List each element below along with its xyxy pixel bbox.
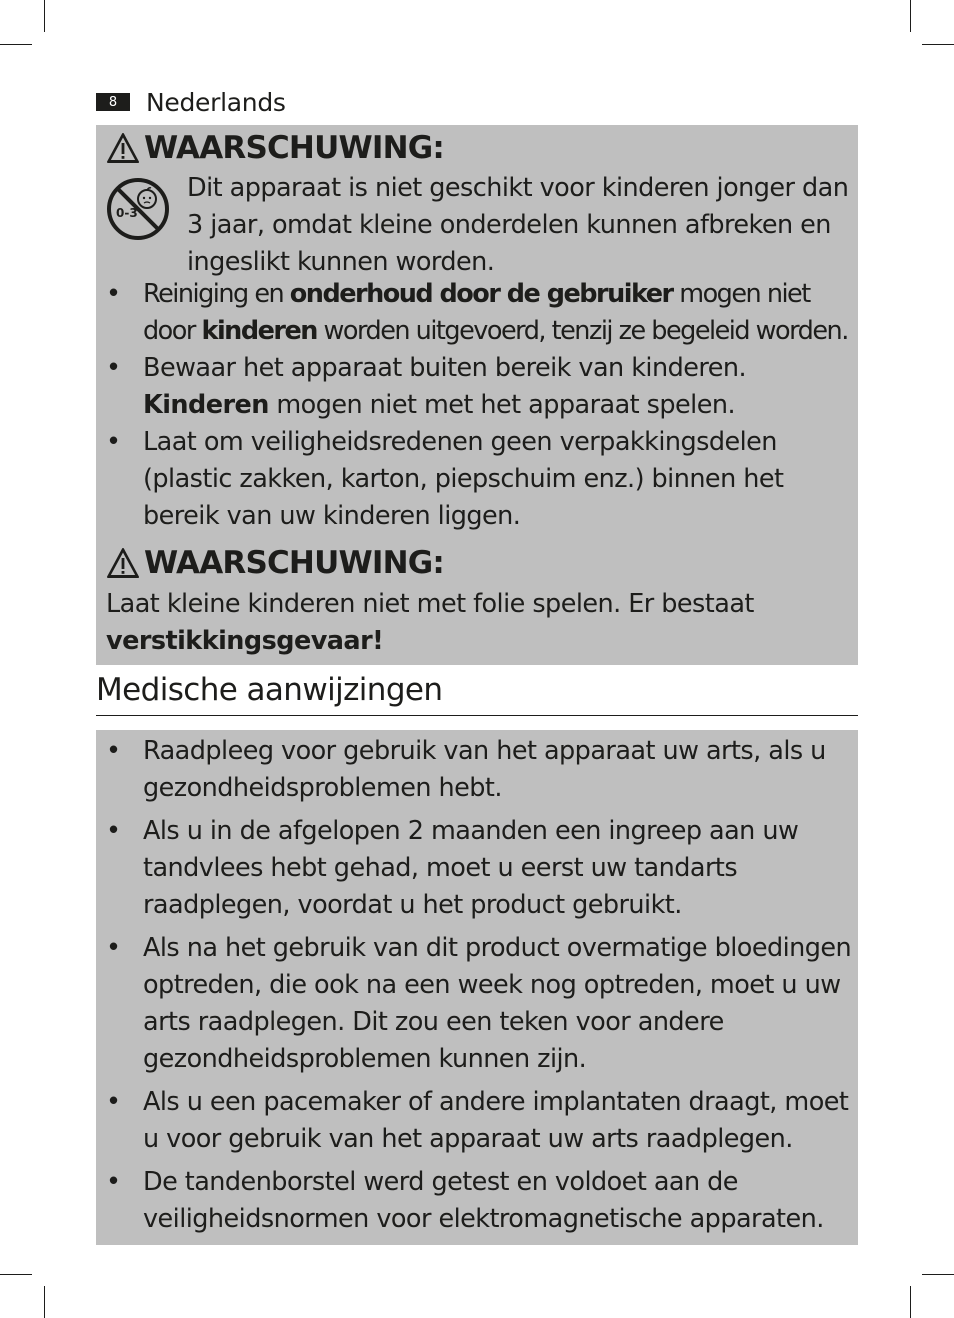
bullet: •	[106, 1167, 121, 1197]
bold-text: verstikkingsgevaar!	[106, 626, 384, 656]
text-span: mogen niet door	[143, 279, 810, 346]
text-span: Reiniging en	[143, 279, 290, 309]
bullet: •	[106, 736, 121, 766]
bullet: •	[106, 1087, 121, 1117]
page-number: 8	[96, 93, 130, 111]
age-label: 0-3	[116, 206, 138, 220]
section-title: Medische aanwijzingen	[96, 672, 858, 716]
warning-heading	[106, 543, 444, 583]
list-item	[96, 733, 858, 807]
crop-mark	[922, 1274, 954, 1275]
crop-mark	[44, 0, 45, 32]
medical-list	[96, 733, 858, 1244]
bold-text: Kinderen	[143, 390, 269, 420]
crop-mark	[922, 44, 954, 45]
list-item	[96, 1084, 858, 1158]
warning-title: WAARSCHUWING:	[144, 130, 444, 166]
list-item	[96, 930, 858, 1078]
list-item	[96, 276, 858, 350]
warning-title: WAARSCHUWING:	[144, 545, 444, 581]
list-item-text: Raadpleeg voor gebruik van het apparaat uw arts, als u gezondheidsproblemen hebt.	[143, 736, 826, 803]
list-item-text	[143, 279, 848, 346]
warning-list	[96, 276, 858, 535]
text-span: mogen niet met het apparaat spelen.	[268, 390, 736, 420]
crop-mark	[910, 1286, 911, 1318]
list-item-text	[143, 353, 746, 420]
list-item-text: De tandenborstel werd getest en voldoet aan de veiligheidsnormen voor elektromagnetische apparaten.	[143, 1167, 824, 1234]
crop-mark	[0, 1274, 32, 1275]
medical-box	[96, 730, 858, 1245]
list-item-text: Als u in de afgelopen 2 maanden een ingreep aan uw tandvlees hebt gehad, moet u eerst uw tandarts raadplegen, voordat u het product gebruikt.	[143, 816, 799, 920]
warning-box	[96, 125, 858, 665]
crop-mark	[0, 44, 32, 45]
list-item-text: Laat om veiligheidsredenen geen verpakkingsdelen (plastic zakken, karton, piepschuim enz.) binnen het bereik van uw kinderen liggen.	[143, 427, 784, 531]
text-span: Laat kleine kinderen niet met folie spelen. Er bestaat	[106, 589, 754, 619]
bullet: •	[106, 427, 121, 457]
list-item	[96, 424, 858, 535]
warning-triangle-icon	[106, 132, 140, 164]
text-span: Bewaar het apparaat buiten bereik van kinderen.	[143, 353, 747, 383]
list-item	[96, 813, 858, 924]
crop-mark	[910, 0, 911, 32]
bullet: •	[106, 816, 121, 846]
list-item	[96, 350, 858, 424]
bold-text: kinderen	[201, 316, 317, 346]
bullet: •	[106, 353, 121, 383]
text-span: worden uitgevoerd, tenzij ze begeleid worden.	[316, 316, 848, 346]
foil-warning-text	[106, 586, 846, 660]
list-item-text: Als u een pacemaker of andere implantaten draagt, moet u voor gebruik van het apparaat uw arts raadplegen.	[143, 1087, 849, 1154]
page-header	[96, 88, 286, 116]
crop-mark	[44, 1286, 45, 1318]
language-label: Nederlands	[146, 87, 286, 117]
bold-text: onderhoud door de gebruiker	[289, 279, 673, 309]
not-for-children-0-3-icon	[106, 177, 170, 241]
warning-heading	[106, 128, 444, 168]
warning-triangle-icon	[106, 547, 140, 579]
bullet: •	[106, 933, 121, 963]
list-item	[96, 1164, 858, 1238]
bullet: •	[106, 279, 121, 309]
child-warning-text: Dit apparaat is niet geschikt voor kinderen jonger dan 3 jaar, omdat kleine onderdelen kunnen afbreken en ingeslikt kunnen worden.	[187, 173, 849, 277]
list-item-text: Als na het gebruik van dit product overmatige bloedingen optreden, die ook na een week nog optreden, moet u uw arts raadplegen. Dit zou een teken voor andere gezondheidsproblemen kunnen zijn.	[143, 933, 852, 1074]
